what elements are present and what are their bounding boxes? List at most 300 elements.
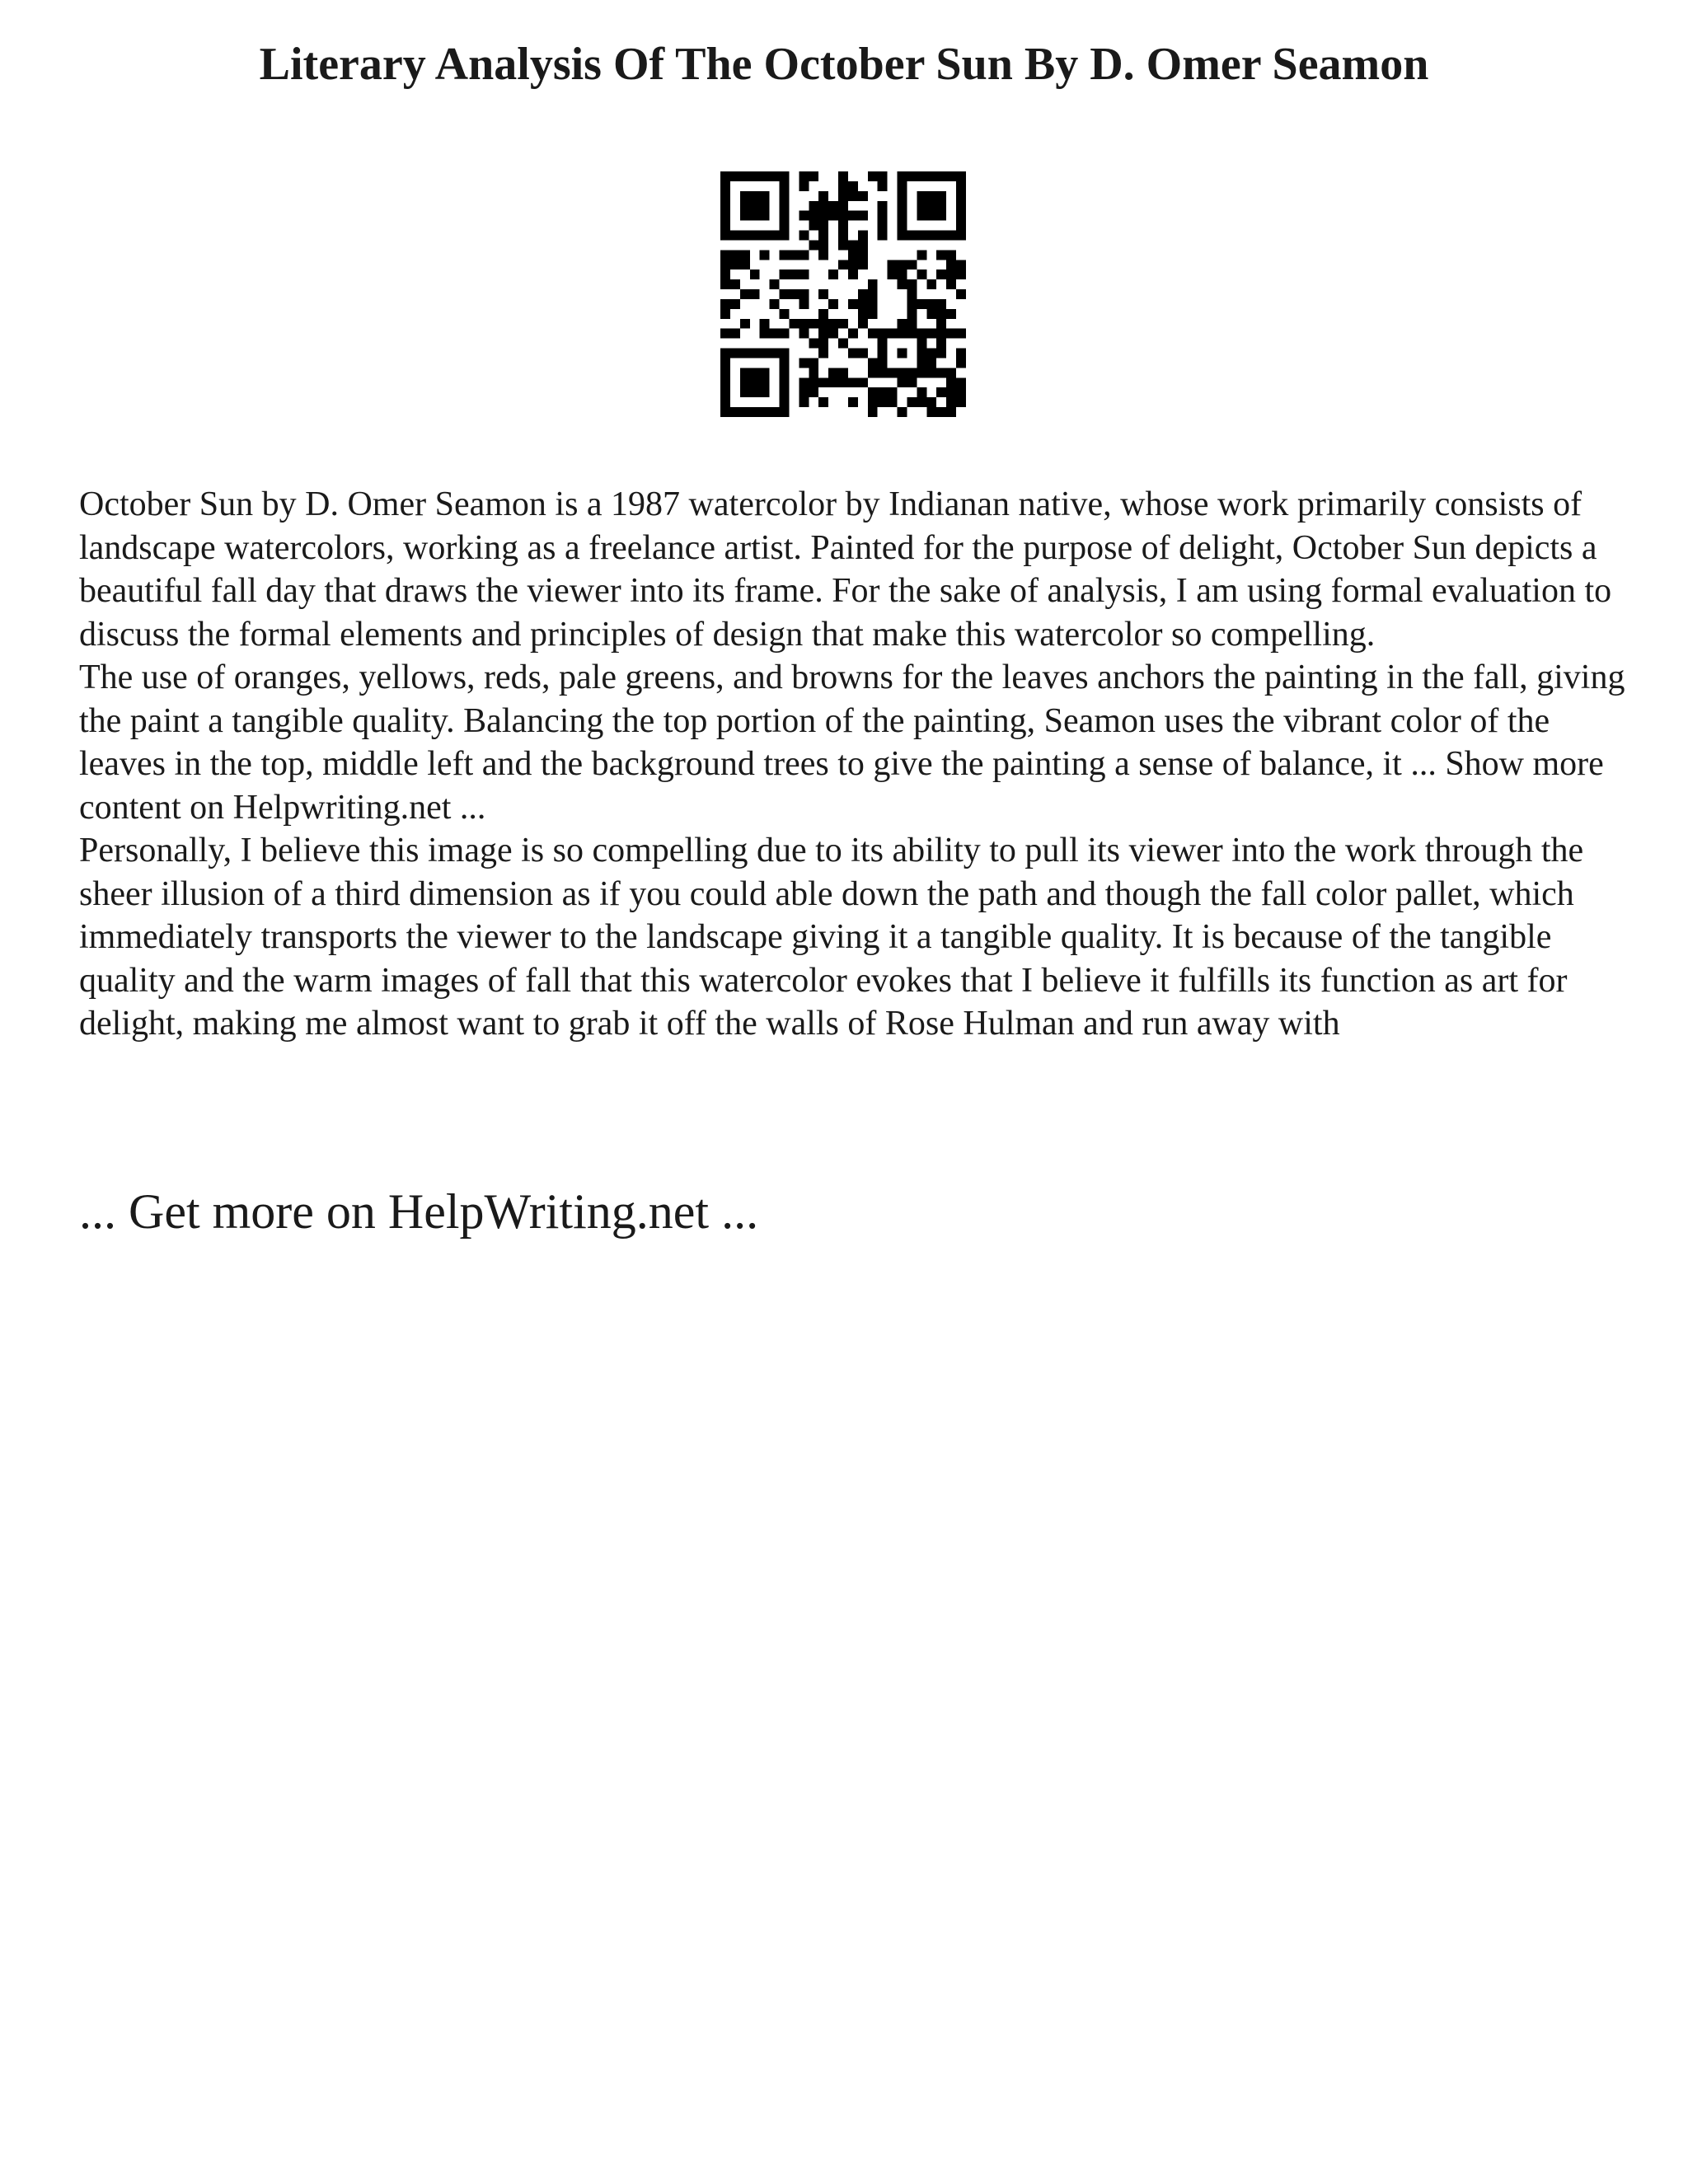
qr-module — [828, 377, 838, 387]
qr-module — [730, 349, 740, 359]
qr-module — [858, 231, 868, 241]
qr-module — [780, 309, 790, 319]
qr-module — [848, 211, 858, 221]
qr-module — [780, 269, 790, 279]
qr-module — [898, 269, 907, 279]
qr-module — [898, 181, 907, 191]
qr-module — [780, 358, 790, 368]
qr-module — [878, 339, 888, 349]
qr-module — [780, 181, 790, 191]
page-title: Literary Analysis Of The October Sun By D. Omer Seamon — [259, 39, 1429, 90]
qr-module — [917, 231, 926, 241]
qr-module — [780, 368, 790, 377]
qr-module — [750, 289, 760, 299]
qr-module — [838, 377, 848, 387]
qr-module — [848, 269, 858, 279]
qr-module — [858, 250, 868, 260]
qr-module — [720, 279, 730, 289]
qr-module — [868, 358, 878, 368]
qr-module — [760, 387, 770, 397]
qr-module — [956, 231, 966, 241]
qr-module — [898, 279, 907, 289]
qr-module — [926, 309, 936, 319]
qr-module — [799, 289, 809, 299]
qr-module — [907, 171, 917, 181]
qr-module — [917, 269, 926, 279]
qr-module — [898, 377, 907, 387]
qr-module — [740, 289, 750, 299]
qr-module — [907, 260, 917, 269]
qr-module — [936, 191, 946, 201]
qr-module — [750, 171, 760, 181]
qr-module — [720, 387, 730, 397]
qr-module — [818, 309, 828, 319]
qr-module — [926, 397, 936, 407]
qr-module — [946, 260, 956, 269]
qr-module — [878, 211, 888, 221]
qr-module — [760, 407, 770, 417]
qr-module — [720, 407, 730, 417]
qr-module — [750, 387, 760, 397]
qr-module — [878, 201, 888, 211]
qr-module — [760, 349, 770, 359]
paragraph-3: Personally, I believe this image is so compelling due to its ability to pull its viewer into the work through the sheer illusion of a third dimension as if you could able down the path and though the fall color pallet, which immediately transports the viewer to the landscape giving it a tangible quality. It is because of the tangible quality and the warm images of fall that this watercolor evokes that I believe it fulfills its function as art for delight, making me almost want to grab it off the walls of Rose Hulman and run away with — [79, 832, 1584, 1043]
qr-module — [740, 250, 750, 260]
qr-module — [926, 231, 936, 241]
qr-module — [907, 368, 917, 377]
article-body — [79, 483, 1629, 1046]
qr-module — [818, 397, 828, 407]
qr-module — [868, 289, 878, 299]
qr-module — [898, 319, 907, 329]
qr-module — [936, 368, 946, 377]
qr-module — [946, 329, 956, 339]
qr-module — [848, 377, 858, 387]
qr-module — [848, 250, 858, 260]
qr-module — [828, 368, 838, 377]
qr-module — [946, 368, 956, 377]
qr-module — [818, 221, 828, 231]
qr-module — [799, 250, 809, 260]
qr-module — [956, 191, 966, 201]
qr-module — [780, 191, 790, 201]
qr-module — [818, 329, 828, 339]
qr-module — [730, 250, 740, 260]
qr-module — [858, 240, 868, 250]
qr-module — [720, 171, 730, 181]
paragraph-2 — [79, 656, 1629, 829]
qr-module — [770, 407, 780, 417]
qr-module — [898, 407, 907, 417]
qr-module — [838, 221, 848, 231]
qr-module — [956, 387, 966, 397]
qr-module — [838, 171, 848, 181]
qr-module — [809, 358, 818, 368]
qr-module — [917, 358, 926, 368]
qr-module — [917, 299, 926, 309]
qr-module — [917, 211, 926, 221]
qr-module — [760, 319, 770, 329]
qr-module — [956, 329, 966, 339]
qr-module — [907, 289, 917, 299]
qr-module — [818, 377, 828, 387]
qr-module — [838, 191, 848, 201]
qr-module — [888, 260, 898, 269]
show-more-link[interactable]: Show more content on Helpwriting.net ... — [79, 745, 1604, 827]
qr-module — [750, 349, 760, 359]
qr-module — [917, 329, 926, 339]
qr-module — [926, 171, 936, 181]
qr-module — [799, 181, 809, 191]
qr-module — [838, 319, 848, 329]
qr-module — [907, 397, 917, 407]
qr-module — [956, 171, 966, 181]
qr-module — [907, 309, 917, 319]
qr-module — [838, 368, 848, 377]
qr-module — [799, 211, 809, 221]
qr-module — [720, 299, 730, 309]
qr-module — [799, 377, 809, 387]
qr-module — [917, 339, 926, 349]
qr-module — [936, 231, 946, 241]
qr-module — [799, 299, 809, 309]
qr-module — [740, 368, 750, 377]
qr-module — [730, 171, 740, 181]
qr-module — [789, 289, 799, 299]
qr-module — [946, 387, 956, 397]
qr-module — [926, 211, 936, 221]
qr-module — [818, 289, 828, 299]
qr-module — [858, 309, 868, 319]
qr-module — [956, 181, 966, 191]
qr-module — [838, 231, 848, 241]
qr-module — [760, 368, 770, 377]
qr-module — [760, 211, 770, 221]
qr-module — [818, 240, 828, 250]
qr-module — [848, 181, 858, 191]
qr-module — [818, 319, 828, 329]
qr-module — [936, 309, 946, 319]
qr-module — [818, 201, 828, 211]
qr-module — [956, 397, 966, 407]
qr-module — [946, 279, 956, 289]
qr-module — [907, 279, 917, 289]
qr-module — [818, 211, 828, 221]
qr-module — [838, 240, 848, 250]
qr-module — [907, 319, 917, 329]
qr-module — [809, 221, 818, 231]
qr-module — [838, 181, 848, 191]
qr-module — [936, 349, 946, 359]
qr-module — [780, 329, 790, 339]
qr-module — [750, 269, 760, 279]
qr-module — [809, 368, 818, 377]
qr-module — [750, 231, 760, 241]
qr-module — [917, 349, 926, 359]
qr-module — [888, 397, 898, 407]
qr-module — [907, 299, 917, 309]
qr-module — [926, 329, 936, 339]
qr-module — [907, 329, 917, 339]
get-more-link[interactable]: ... Get more on HelpWriting.net ... — [79, 1184, 759, 1239]
qr-module — [878, 368, 888, 377]
qr-module — [917, 387, 926, 397]
qr-module — [809, 211, 818, 221]
qr-module — [780, 201, 790, 211]
qr-module — [740, 377, 750, 387]
qr-module — [780, 397, 790, 407]
qr-module — [956, 377, 966, 387]
qr-module — [898, 201, 907, 211]
qr-module — [720, 211, 730, 221]
qr-module — [926, 358, 936, 368]
qr-module — [760, 329, 770, 339]
qr-module — [809, 201, 818, 211]
paragraph-1: October Sun by D. Omer Seamon is a 1987 watercolor by Indianan native, whose work primarily consists of landscape watercolors, working as a freelance artist. Painted for the purpose of delight, October Sun depicts a beautiful fall day that draws the viewer into its frame. For the sake of analysis, I am using formal evaluation to discuss the formal elements and principles of design that make this watercolor so compelling. — [79, 485, 1612, 654]
qr-module — [740, 319, 750, 329]
qr-module — [936, 171, 946, 181]
qr-module — [818, 349, 828, 359]
qr-module — [946, 171, 956, 181]
qr-module — [936, 407, 946, 417]
qr-module — [926, 349, 936, 359]
qr-module — [809, 339, 818, 349]
qr-module — [936, 319, 946, 329]
qr-module — [936, 339, 946, 349]
qr-module — [898, 260, 907, 269]
qr-module — [740, 231, 750, 241]
qr-module — [750, 377, 760, 387]
qr-module — [760, 231, 770, 241]
qr-module — [799, 319, 809, 329]
qr-module — [770, 349, 780, 359]
qr-module — [946, 377, 956, 387]
qr-module — [809, 171, 818, 181]
qr-module — [936, 201, 946, 211]
qr-module — [799, 358, 809, 368]
qr-module — [878, 329, 888, 339]
qr-module — [868, 309, 878, 319]
qr-module — [720, 201, 730, 211]
qr-module — [740, 191, 750, 201]
qr-module — [868, 368, 878, 377]
qr-module — [818, 339, 828, 349]
qr-module — [780, 211, 790, 221]
qr-module — [740, 260, 750, 269]
qr-module — [848, 397, 858, 407]
qr-module — [789, 269, 799, 279]
qr-module — [858, 299, 868, 309]
qr-module — [828, 269, 838, 279]
qr-module — [917, 191, 926, 201]
qr-module — [946, 231, 956, 241]
qr-module — [789, 319, 799, 329]
qr-module — [898, 191, 907, 201]
qr-module — [740, 211, 750, 221]
qr-module — [838, 211, 848, 221]
qr-module — [818, 250, 828, 260]
qr-module — [770, 329, 780, 339]
qr-module — [956, 289, 966, 299]
qr-module — [848, 299, 858, 309]
qr-module — [780, 250, 790, 260]
qr-module — [809, 240, 818, 250]
qr-module — [730, 231, 740, 241]
qr-module — [868, 171, 878, 181]
qr-module — [956, 358, 966, 368]
qr-module — [946, 250, 956, 260]
qr-module — [720, 250, 730, 260]
qr-module — [838, 339, 848, 349]
qr-module — [760, 171, 770, 181]
qr-module — [750, 211, 760, 221]
qr-module — [936, 387, 946, 397]
qr-module — [926, 191, 936, 201]
paragraph-2-text: The use of oranges, yellows, reds, pale greens, and browns for the leaves anchors the painting in the fall, giving the paint a tangible quality. Balancing the top portion of the painting, Seamon uses the vibrant color of the leaves in the top, middle left and the background trees to give the painting a sense of balance, it ... — [79, 658, 1625, 783]
qr-module — [760, 201, 770, 211]
qr-module — [917, 250, 926, 260]
qr-module — [868, 407, 878, 417]
qr-module — [878, 171, 888, 181]
qr-module — [720, 191, 730, 201]
qr-module — [858, 319, 868, 329]
qr-module — [720, 349, 730, 359]
qr-module — [720, 397, 730, 407]
qr-module — [720, 269, 730, 279]
qr-module — [770, 299, 780, 309]
qr-module — [809, 377, 818, 387]
qr-module — [868, 397, 878, 407]
qr-module — [907, 377, 917, 387]
qr-module — [858, 377, 868, 387]
qr-module — [917, 171, 926, 181]
qr-module — [818, 231, 828, 241]
qr-module — [936, 211, 946, 221]
qr-module — [799, 171, 809, 181]
qr-module — [848, 191, 858, 201]
qr-module — [740, 387, 750, 397]
qr-module — [780, 387, 790, 397]
qr-module — [917, 201, 926, 211]
qr-module — [780, 377, 790, 387]
qr-module — [898, 368, 907, 377]
qr-module — [770, 231, 780, 241]
qr-module — [956, 221, 966, 231]
qr-module — [740, 201, 750, 211]
qr-module — [878, 231, 888, 241]
qr-module — [789, 250, 799, 260]
qr-module — [740, 171, 750, 181]
qr-module — [878, 397, 888, 407]
qr-module — [770, 279, 780, 289]
qr-module — [868, 329, 878, 339]
qr-module — [936, 250, 946, 260]
qr-module — [956, 269, 966, 279]
qr-module — [936, 299, 946, 309]
qr-module — [868, 279, 878, 289]
qr-module — [730, 299, 740, 309]
qr-module — [858, 211, 868, 221]
qr-module — [780, 289, 790, 299]
qr-module — [868, 299, 878, 309]
qr-module — [799, 231, 809, 241]
qr-module — [720, 358, 730, 368]
qr-module — [750, 191, 760, 201]
qr-module — [898, 171, 907, 181]
qr-module — [730, 260, 740, 269]
qr-module — [828, 329, 838, 339]
qr-module — [720, 181, 730, 191]
qr-module — [848, 240, 858, 250]
qr-module — [750, 368, 760, 377]
qr-module — [828, 319, 838, 329]
qr-module — [720, 260, 730, 269]
qr-module — [740, 349, 750, 359]
qr-module — [926, 279, 936, 289]
qr-module — [926, 201, 936, 211]
qr-module — [956, 211, 966, 221]
qr-module — [760, 250, 770, 260]
qr-module — [780, 349, 790, 359]
qr-module — [888, 387, 898, 397]
qr-module — [936, 269, 946, 279]
qr-module — [720, 377, 730, 387]
qr-module — [907, 231, 917, 241]
qr-module — [770, 171, 780, 181]
qr-module — [818, 191, 828, 201]
qr-module — [750, 201, 760, 211]
qr-module — [799, 387, 809, 397]
qr-module — [878, 181, 888, 191]
qr-module — [898, 349, 907, 359]
qr-module — [946, 269, 956, 279]
qr-module — [956, 260, 966, 269]
qr-module — [750, 407, 760, 417]
qr-module — [868, 387, 878, 397]
qr-module — [720, 368, 730, 377]
qr-module — [888, 269, 898, 279]
qr-module — [926, 299, 936, 309]
qr-module — [917, 397, 926, 407]
qr-module — [888, 368, 898, 377]
qr-code-icon[interactable] — [720, 171, 966, 417]
qr-module — [760, 191, 770, 201]
qr-module — [848, 329, 858, 339]
qr-module — [828, 299, 838, 309]
qr-module — [780, 221, 790, 231]
qr-module — [848, 260, 858, 269]
qr-module — [780, 407, 790, 417]
qr-module — [917, 368, 926, 377]
qr-module — [760, 377, 770, 387]
qr-module — [936, 329, 946, 339]
qr-module — [898, 231, 907, 241]
qr-module — [898, 221, 907, 231]
qr-module — [720, 231, 730, 241]
qr-module — [898, 211, 907, 221]
qr-module — [888, 329, 898, 339]
qr-module — [878, 358, 888, 368]
qr-module — [956, 201, 966, 211]
qr-module — [780, 171, 790, 181]
qr-module — [838, 260, 848, 269]
qr-module — [740, 407, 750, 417]
qr-module — [878, 221, 888, 231]
qr-module — [878, 349, 888, 359]
qr-module — [858, 260, 868, 269]
qr-module — [720, 329, 730, 339]
qr-module — [858, 349, 868, 359]
